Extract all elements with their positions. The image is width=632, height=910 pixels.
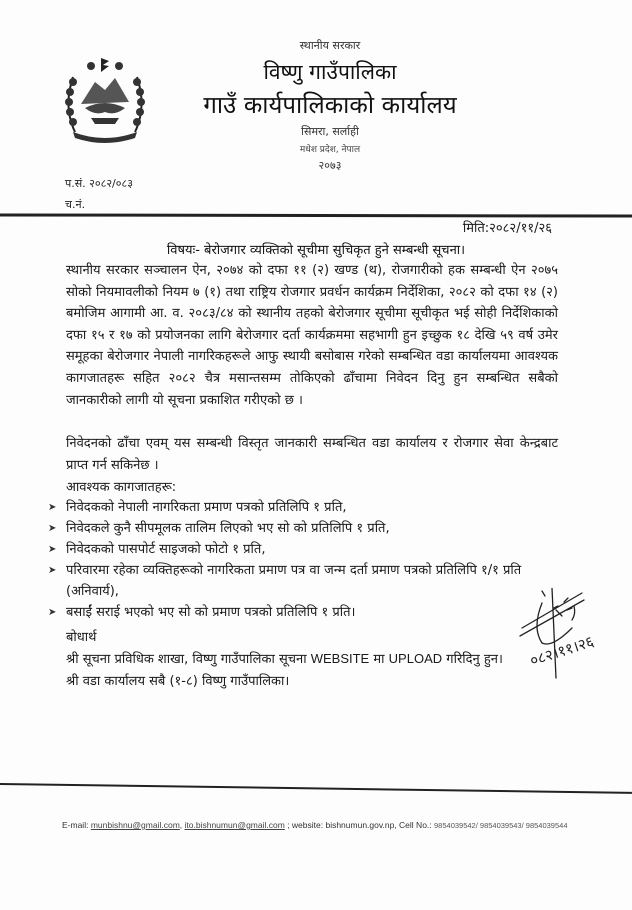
- document-item-text: निवेदकको नेपाली नागरिकता प्रमाण पत्रको प्रतिलिपि १ प्रति,: [66, 500, 347, 515]
- handshake-icon: [91, 118, 119, 124]
- document-item-text: परिवारमा रहेका व्यक्तिहरूको नागरिकता प्रमाण पत्र वा जन्म दर्ता प्रमाण पत्रको प्रतिलिपि १/१ प्रति (अनिवार्य),: [66, 563, 522, 599]
- office-address: सिमरा, सर्लाही: [301, 125, 359, 138]
- email-link-2[interactable]: ito.bishnumun@gmail.com: [184, 820, 285, 830]
- header-divider: [0, 213, 632, 217]
- cc-line-1-mid: मा: [373, 652, 385, 667]
- letter-number: प.सं. २०८२/०८३: [65, 177, 133, 190]
- signature-date: ०८२।११।२६: [527, 632, 596, 670]
- website-label: ; website:: [287, 820, 324, 830]
- arrowhead-bullet-icon: ➤: [48, 523, 57, 534]
- established-year: २०७३: [318, 159, 342, 172]
- email-label: E-mail:: [62, 820, 89, 830]
- arrowhead-bullet-icon: ➤: [48, 565, 57, 576]
- map-icon: [85, 103, 125, 113]
- list-item: [48, 560, 548, 602]
- body-paragraph-1: स्थानीय सरकार सञ्चालन ऐन, २०७४ को दफा ११ (२) खण्ड (थ), रोजगारीको हक सम्बन्धी ऐन २०७५ सोको नियमावलीको नियम ७ (१) तथा राष्ट्रिय रोजगार प्रवर्धन कार्यक्रम निर्देशिका, २०८२ को दफा १४ (२) बमोजिम आगामी आ. व. २०८३/८४ को स्थानीय तहको बेरोजगार सूचीमा सूचीकृत भई सोही निर्देशिकाको दफा १५ र १७ को प्रयोजनका लागि बेरोजगार दर्ता कार्यक्रममा सहभागी हुन इच्छुक १८ देखि ५९ वर्ष उमेर समूहका बेरोजगार नेपाली नागरिकहरूले आफु स्थायी बसोबास गरेको सम्बन्धित वडा कार्यालयमा आवश्यक कागजातहरू सहित २०८२ चैत्र मसान्तसम्म तोकिएको ढाँचामा निवेदन दिनु हुन सम्बन्धित सबैको जानकारीको लागी यो सूचना प्रकाशित गरीएको छ ।: [66, 263, 558, 408]
- municipality-name: विष्णु गाउँपालिका: [263, 60, 397, 84]
- cc-line-2: श्री वडा कार्यालय सबै (१-८) विष्णु गाउँपालिका।: [66, 674, 290, 689]
- required-documents-label: आवश्यक कागजातहरू:: [66, 480, 177, 495]
- website-link[interactable]: bishnumun.gov.np,: [325, 820, 397, 830]
- cell-label: Cell No.:: [399, 820, 432, 830]
- document-item-text: निवेदकको पासपोर्ट साइजको फोटो १ प्रति,: [66, 542, 266, 557]
- cc-line-1: [66, 649, 503, 667]
- letter-subject: विषयः- बेरोजगार व्यक्तिको सूचीमा सुचिकृत हुने सम्बन्धी सूचना।: [166, 243, 466, 258]
- cc-line-1-text: श्री सूचना प्रविधिक शाखा, विष्णु गाउँपालिका सूचना: [66, 652, 307, 667]
- arrowhead-bullet-icon: ➤: [48, 544, 57, 555]
- arrowhead-bullet-icon: ➤: [48, 502, 57, 513]
- cc-upload-word: UPLOAD: [388, 651, 443, 666]
- cc-line-1-end: गरिदिनु हुन।: [446, 652, 503, 667]
- cc-label: बोधार्थ: [66, 630, 97, 645]
- office-name: गाउँ कार्यपालिकाको कार्यालय: [203, 91, 457, 119]
- required-documents-list: [48, 497, 548, 623]
- list-item: [48, 602, 548, 623]
- flag-icon: [101, 58, 109, 72]
- contact-footer: E-mail: munbishnu@gmail.com, ito.bishnumun@gmail.com ; website: bishnumun.gov.np, Cell No.: 9854039542/ 9854039543/ 9854039544: [62, 820, 568, 830]
- cc-website-word: WEBSITE: [310, 651, 370, 666]
- list-item: [48, 539, 548, 560]
- nepal-government-emblem-icon: [55, 52, 155, 144]
- ribbon-icon: [73, 132, 137, 143]
- document-item-text: निवेदकले कुनै सीपमूलक तालिम लिएको भए सो को प्रतिलिपि १ प्रति,: [66, 521, 390, 536]
- letter-date: मिति:२०८२/११/२६: [462, 221, 552, 236]
- dispatch-number: च.नं.: [65, 198, 86, 211]
- handwritten-signature: [512, 588, 622, 688]
- mountain-icon: [81, 78, 129, 104]
- body-paragraph-2: निवेदनको ढाँचा एवम् यस सम्बन्धी विस्तृत जानकारी सम्बन्धित वडा कार्यालय र रोजगार सेवा केन्द्रबाट प्राप्त गर्न सकिनेछ ।: [66, 436, 558, 473]
- email-link-1[interactable]: munbishnu@gmail.com: [90, 820, 180, 830]
- footer-divider: [0, 783, 632, 794]
- province: मधेश प्रदेश, नेपाल: [299, 145, 361, 155]
- document-item-text: बसाईं सराई भएको भए सो को प्रमाण पत्रको प्रतिलिपि १ प्रति।: [66, 605, 356, 620]
- list-item: [48, 518, 548, 539]
- arrowhead-bullet-icon: ➤: [48, 607, 57, 618]
- list-item: [48, 497, 548, 518]
- phone-numbers: 9854039542/ 9854039543/ 9854039544: [434, 821, 568, 830]
- government-level: स्थानीय सरकार: [299, 39, 361, 52]
